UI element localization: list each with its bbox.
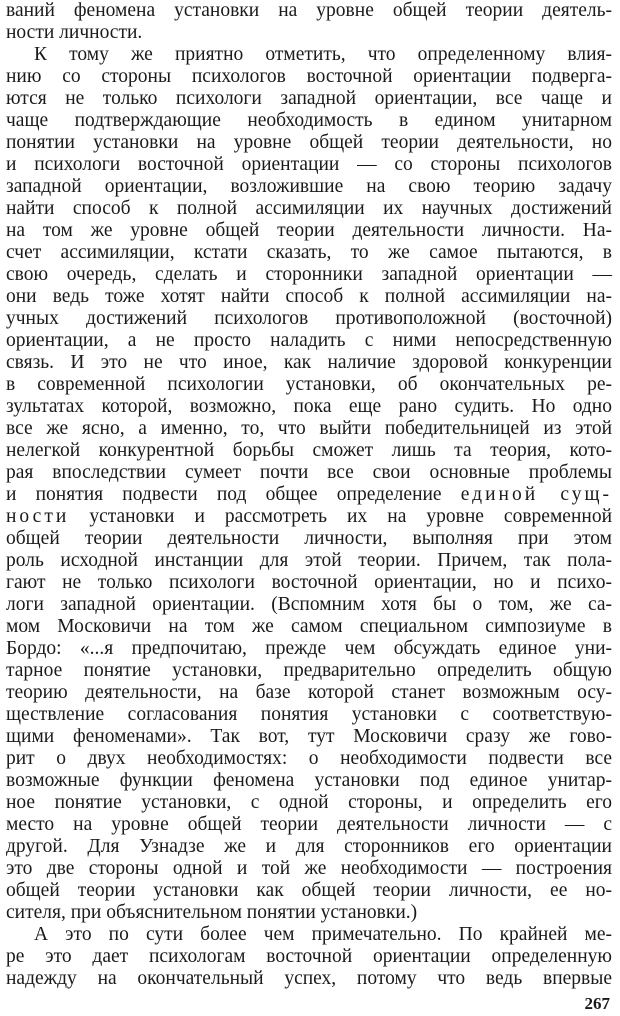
text-line: возможные функции феномена установки под единое унитар- [6,770,612,791]
text-line: связь. И это не что иное, как наличие здоровой конкуренции [6,352,612,373]
text-line: общей теории деятельности личности, выполняя при этом [6,528,612,549]
text-line: щими феноменами». Так вот, тут Московичи сразу же гово- [6,726,612,747]
text-line: западной ориентации, возложившие на свою теорию задачу [6,176,612,197]
text-line-emphasis [6,484,612,506]
spaced-emphasis: единой сущ- [460,484,612,505]
text-line: место на уровне общей теории деятельности личности — с [6,814,612,835]
text-line: роль исходной инстанции для этой теории. Причем, так пола- [6,550,612,571]
body-text [6,0,612,990]
text-line: мом Московичи на том же самом специальном симпозиуме в [6,616,612,637]
text-line: ориентации, а не просто наладить с ними непосредственную [6,330,612,351]
text-line: в современной психологии установки, об окончательных ре- [6,374,612,395]
text-line: чаще подтверждающие необходимость в едином унитарном [6,110,612,131]
text-line: ре это дает психологам восточной ориентации определенную [6,946,612,967]
text-line: учных достижений психологов противоположной (восточной) [6,308,612,329]
text-line: ществление согласования понятия установки с соответствую- [6,704,612,725]
text-line: тарное понятие установки, предварительно определить общую [6,660,612,681]
text-line: рая впоследствии сумеет почти все свои основные проблемы [6,462,612,483]
text-line: сителя, при объяснительном понятии установки.) [6,902,418,923]
plain-segment: и понятия подвести под общее определение [6,484,461,505]
text-line: А это по сути более чем примечательно. По крайней ме- [34,924,612,945]
text-line: найти способ к полной ассимиляции их научных достижений [6,198,612,219]
text-line: ности личности. [6,22,143,43]
text-line: логи западной ориентации. (Вспомним хотя бы о том, же са- [6,594,612,615]
text-line: нелегкой конкурентной борьбы сможет лишь та теория, кото- [6,440,612,461]
text-line: общей теории установки как общей теории личности, ее но- [6,880,612,901]
text-line-emphasis [6,506,612,528]
text-line: надежду на окончательный успех, потому что ведь впервые [6,968,612,989]
text-line: другой. Для Узнадзе же и для сторонников его ориентации [6,836,612,857]
text-line: понятии установки на уровне общей теории деятельности, но [6,132,612,153]
text-line: счет ассимиляции, кстати сказать, то же самое пытаются, в [6,242,612,263]
text-line: ваний феномена установки на уровне общей теории деятель- [6,0,612,21]
text-line: гают не только психологи восточной ориентации, но и психо- [6,572,612,593]
text-line: ются не только психологи западной ориентации, все чаще и [6,88,612,109]
text-line: все же ясно, а именно, то, что выйти победительницей из этой [6,418,612,439]
text-line: ное понятие установки, с одной стороны, и определить его [6,792,612,813]
plain-segment: установки и рассмотреть их на уровне современной [69,506,612,527]
text-line: зультатах которой, возможно, пока еще рано судить. Но одно [6,396,612,417]
text-line: К тому же приятно отметить, что определенному влия- [34,44,612,65]
text-line: на том же уровне общей теории деятельности личности. На- [6,220,612,241]
spaced-emphasis: ности [6,506,70,527]
text-line: рит о двух необходимостях: о необходимости подвести все [6,748,612,769]
text-line: Бордо: «...я предпочитаю, прежде чем обсуждать единое уни- [6,638,612,659]
page-number: 267 [584,994,610,1013]
text-line: свою очередь, сделать и сторонники западной ориентации — [6,264,612,285]
text-line: это две стороны одной и той же необходимости — построения [6,858,612,879]
text-line: теорию деятельности, на базе которой станет возможным осу- [6,682,612,703]
text-line: и психологи восточной ориентации — со стороны психологов [6,154,612,175]
text-line: они ведь тоже хотят найти способ к полной ассимиляции на- [6,286,612,307]
text-line: нию со стороны психологов восточной ориентации подверга- [6,66,612,87]
